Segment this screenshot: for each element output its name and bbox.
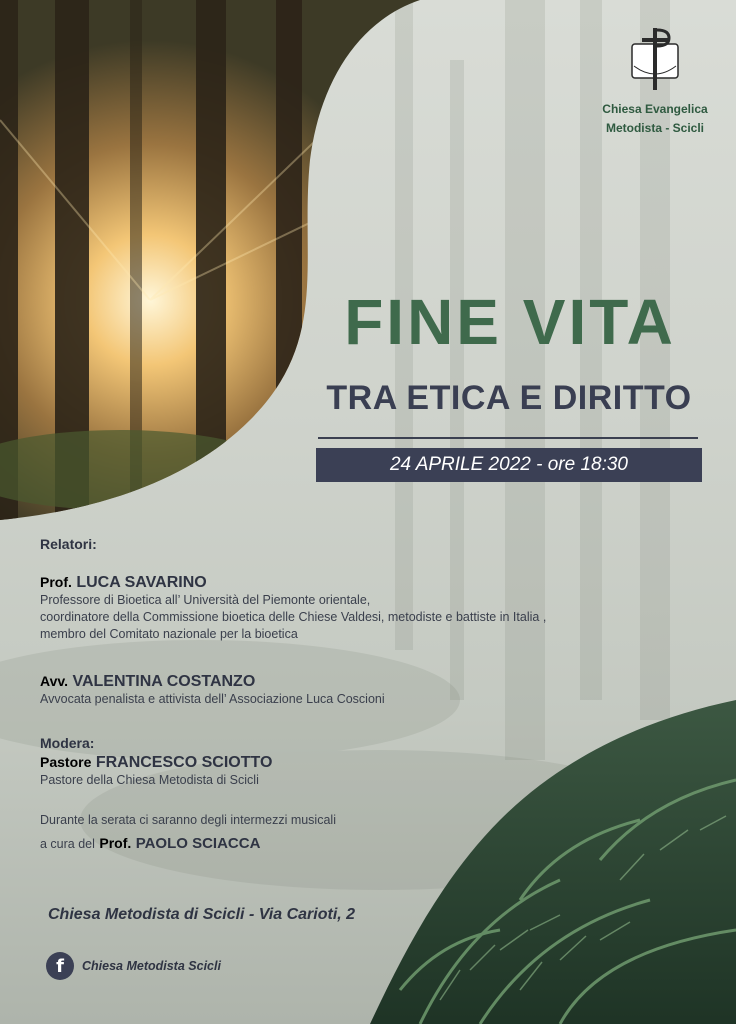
speaker-1-desc-2: coordinatore della Commissione bioetica delle Chiese Valdesi, metodiste e battiste in Italia ,: [40, 610, 547, 624]
speaker-1-name: LUCA SAVARINO: [76, 574, 207, 591]
speakers-label: Relatori:: [40, 536, 97, 552]
facebook-page-name: Chiesa Metodista Scicli: [82, 959, 221, 973]
moderator: [40, 754, 272, 789]
event-title: FINE VITA: [344, 286, 676, 358]
moderator-name: FRANCESCO SCIOTTO: [95, 754, 273, 771]
venue-address: Chiesa Metodista di Scicli - Via Carioti, 2: [48, 906, 356, 923]
church-logo: [596, 26, 714, 135]
speaker-1-desc-3: membro del Comitato nazionale per la bioetica: [40, 627, 298, 641]
music-line-1: Durante la serata ci saranno degli intermezzi musicali: [40, 813, 336, 827]
speaker-1-title: Prof.: [40, 574, 72, 590]
speaker-1-desc-1: Professore di Bioetica all’ Università del Piemonte orientale,: [40, 593, 371, 607]
music-performer-title: Prof.: [99, 835, 132, 851]
church-emblem-icon: [624, 26, 686, 92]
divider: [318, 437, 698, 439]
church-name-line1: Chiesa Evangelica: [602, 102, 708, 116]
facebook-link[interactable]: [46, 952, 221, 980]
event-subtitle: TRA ETICA E DIRITTO: [326, 379, 692, 417]
music-prefix: a cura del: [40, 837, 95, 851]
music-performer-name: PAOLO SCIACCA: [135, 835, 261, 852]
facebook-icon: f: [46, 952, 74, 980]
moderator-desc: Pastore della Chiesa Metodista di Scicli: [40, 773, 259, 787]
music-note: [40, 812, 336, 853]
moderator-label: Modera:: [40, 735, 95, 751]
speaker-2-title: Avv.: [40, 673, 69, 689]
moderator-title: Pastore: [40, 754, 92, 770]
speaker-2-desc: Avvocata penalista e attivista dell’ Associazione Luca Coscioni: [40, 692, 385, 706]
church-name-line2: Metodista - Scicli: [605, 121, 705, 135]
speaker-2: [40, 673, 385, 708]
speaker-1: [40, 574, 546, 643]
event-date: 24 APRILE 2022 - ore 18:30: [316, 448, 702, 482]
speaker-2-name: VALENTINA COSTANZO: [72, 673, 256, 690]
